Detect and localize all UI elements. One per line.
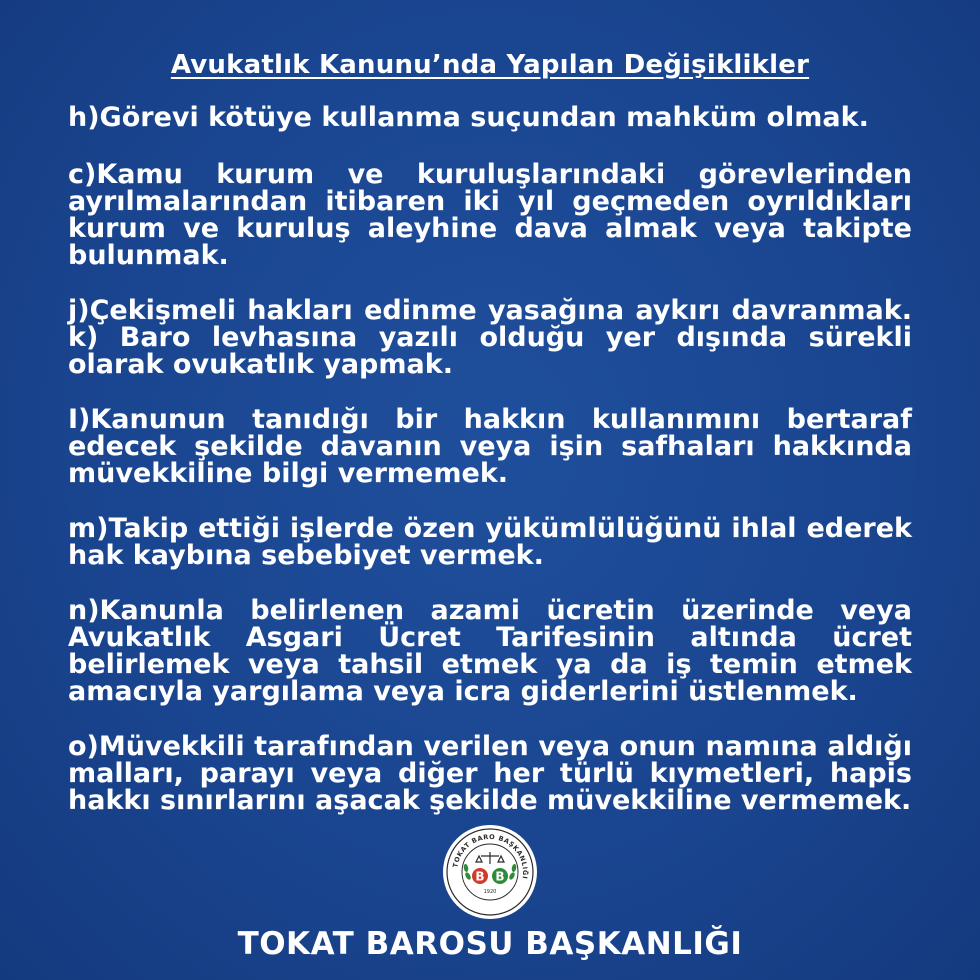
logo-ring-text: TOKAT BARO BAŞKANLIĞI [451,832,530,880]
logo-year: 1920 [483,889,497,895]
paragraph-o: o)Müvekkili tarafından verilen veya onun namına aldığı malları, parayı veya diğer her türlü kıymetleri, hapis hakkı sınırlarını aşacak şekilde müvekkiline vermemek. [68,731,912,816]
paragraph-h: h)Görevi kötüye kullanma suçundan mahküm olmak. [68,102,869,133]
paragraph-c: c)Kamu kurum ve kuruluşlarındaki görevlerinden ayrılmalarından itibaren iki yıl geçmeden oyrıldıkları kurum ve kuruluş aleyhine dava almak veya takipte bulunmak. [68,159,912,271]
logo-letter-right: B [495,869,505,884]
paragraph-j-k: j)Çekişmeli hakları edinme yasağına aykırı davranmak. k) Baro levhasına yazılı olduğu yer dışında sürekli olarak ovukatlık yapmak. [68,295,912,380]
article-body [68,104,912,842]
footer-organization-name: TOKAT BAROSU BAŞKANLIĞI [237,926,743,962]
logo-letter-left: B [475,869,485,884]
paragraph-n: n)Kanunla belirlenen azami ücretin üzerinde veya Avukatlık Asgari Ücret Tarifesinin altında ücret belirlemek veya tahsil etmek ya da iş temin etmek amacıyla yargılama veya icra giderlerini üstlenmek. [68,595,912,707]
paragraph-m: m)Takip ettiği işlerde özen yükümlülüğünü ihlal ederek hak kaybına sebebiyet vermek. [68,513,912,571]
bar-association-seal-logo [442,824,538,920]
paragraph-l: I)Kanunun tanıdığı bir hakkın kullanımını bertaraf edecek şekilde davanın veya işin safhaları hakkında müvekkiline bilgi vermemek. [68,404,912,489]
page-title: Avukatlık Kanunu’nda Yapılan Değişiklikler [170,50,810,80]
